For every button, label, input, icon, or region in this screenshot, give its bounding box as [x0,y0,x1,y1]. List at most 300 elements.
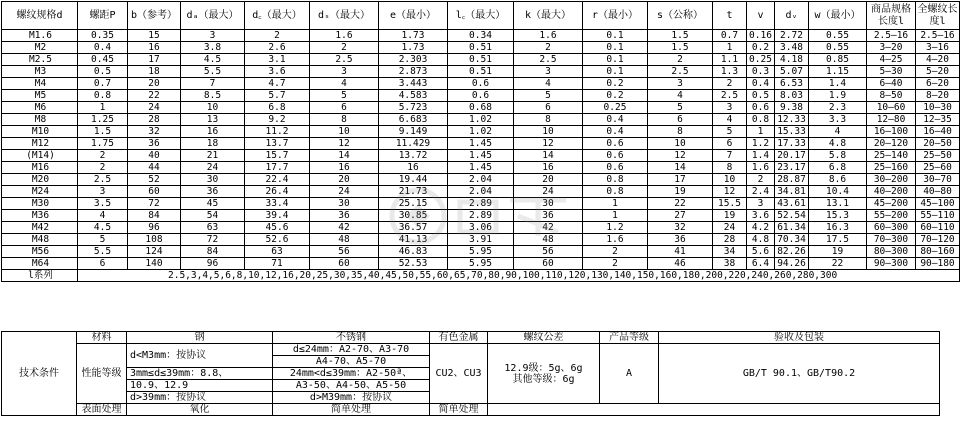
table-cell: 5.07 [775,66,809,78]
table-cell: 12—80 [867,114,916,126]
table-cell: 48 [310,234,379,246]
table-cell: 21.73 [379,186,448,198]
stainless-grade-4: A3-50、A4-50、A5-50 [273,380,430,392]
table-cell: 4.5 [181,54,245,66]
table-cell: 12—35 [916,114,960,126]
table-cell: 32 [128,126,181,138]
table-cell: 60—110 [916,222,960,234]
table-cell: 0.35 [78,30,128,42]
table-cell: 0.25 [747,54,775,66]
table-cell: 4.18 [775,54,809,66]
table-cell: 26.4 [245,186,310,198]
table-cell: 14 [310,150,379,162]
table-cell: 10.4 [809,186,867,198]
table-cell: 124 [128,246,181,258]
table-cell: 7 [713,150,747,162]
table-cell: 0.68 [448,102,514,114]
table-cell: 90—300 [867,258,916,270]
thread-spec-cell: M10 [2,126,78,138]
table-cell: 16 [379,162,448,174]
table-row [2,234,960,246]
table-cell: 30 [310,198,379,210]
table-cell: 6.683 [379,114,448,126]
thread-tolerance-header: 螺纹公差 [488,332,600,344]
table-cell: 2 [583,246,648,258]
table-cell: 36 [310,210,379,222]
table-cell: 4.8 [809,138,867,150]
table-cell: 3.6 [747,210,775,222]
table-cell: 25—160 [867,162,916,174]
table-cell: 4.5 [78,222,128,234]
table-cell: 60—300 [867,222,916,234]
table-cell: 2.3 [809,102,867,114]
table-cell: 23.17 [775,162,809,174]
table-cell: 9.38 [775,102,809,114]
table-cell: 6 [514,102,583,114]
column-header: w（最小） [809,2,867,30]
performance-grade-label: 性能等级 [77,344,127,404]
table-cell: 36 [128,138,181,150]
table-cell: 24 [310,186,379,198]
table-cell: 12 [514,138,583,150]
table-cell: 16—100 [867,126,916,138]
table-row [2,150,960,162]
table-cell: 52.53 [379,258,448,270]
table-cell: 15 [128,30,181,42]
table-cell: 10 [181,102,245,114]
table-cell: 20 [514,174,583,186]
steel-grade-1: d<M3mm：按协议 [127,344,273,368]
table-cell: 1.75 [78,138,128,150]
thread-spec-cell: M8 [2,114,78,126]
table-cell: 108 [128,234,181,246]
table-cell: 71 [245,258,310,270]
surface-blank [488,404,940,416]
table-cell: 33.4 [245,198,310,210]
table-cell: 2.72 [775,30,809,42]
thread-spec-cell: M2.5 [2,54,78,66]
thread-spec-cell: M3 [2,66,78,78]
table-cell: 1.3 [713,66,747,78]
table-cell: 8—50 [867,90,916,102]
thread-spec-cell: (M14) [2,150,78,162]
table-row [2,222,960,234]
thread-spec-cell: M2 [2,42,78,54]
table-cell: 36 [648,234,713,246]
column-header: 螺纹规格d [2,2,78,30]
table-cell: 25—140 [867,150,916,162]
column-header: 全螺纹长度l [916,2,960,30]
table-cell: 17 [648,174,713,186]
column-header: l꜀（最大） [448,2,514,30]
column-header: b（参考） [128,2,181,30]
table-cell: 84 [128,210,181,222]
table-cell: 5.6 [747,246,775,258]
table-cell: 3.443 [379,78,448,90]
tolerance-line-1: 12.9级：5g、6g [504,362,583,374]
table-cell: 80—160 [916,246,960,258]
table-cell: 1 [78,102,128,114]
thread-spec-cell: M12 [2,138,78,150]
table-cell: 25—60 [916,162,960,174]
table-cell: 4 [648,90,713,102]
column-header: dₛ（最大） [310,2,379,30]
table-cell: 0.1 [583,54,648,66]
table-cell: 44 [128,162,181,174]
table-cell: 16 [181,126,245,138]
thread-spec-cell: M4 [2,78,78,90]
thread-spec-cell: M1.6 [2,30,78,42]
table-cell: 60 [128,186,181,198]
steel-grade-3: 10.9、12.9 [127,380,273,392]
table-cell: 2 [78,150,128,162]
table-cell: 32 [648,222,713,234]
table-row [2,198,960,210]
table-cell: 2.89 [448,198,514,210]
table-cell: 19 [713,210,747,222]
header-row [2,2,960,30]
table-cell: 60 [514,258,583,270]
table-cell: 3.6 [245,66,310,78]
table-cell: 2.303 [379,54,448,66]
table-cell: 0.4 [78,42,128,54]
table-cell: 1 [583,210,648,222]
table-cell: 48 [514,234,583,246]
table-cell: 0.55 [809,30,867,42]
steel-surface: 氧化 [127,404,273,416]
table-cell: 55—110 [916,210,960,222]
table-cell: 17.33 [775,138,809,150]
table-cell: 9.2 [245,114,310,126]
table-cell: 12.33 [775,114,809,126]
tech-conditions-title: 技术条件 [2,332,77,416]
table-cell: 3 [181,30,245,42]
table-cell: 3.1 [245,54,310,66]
table-cell: 2 [514,42,583,54]
table-cell: 5.95 [448,246,514,258]
table-cell: 36 [181,186,245,198]
table-cell: 2.5 [648,66,713,78]
table-cell: 3.91 [448,234,514,246]
table-cell: 22.4 [245,174,310,186]
table-cell: 28 [128,114,181,126]
table-cell: 40 [128,150,181,162]
length-series-row [2,270,960,282]
table-cell: 36.57 [379,222,448,234]
table-cell: 19.44 [379,174,448,186]
table-cell: 7 [181,78,245,90]
table-cell: 8 [648,126,713,138]
table-cell: 25—50 [916,150,960,162]
product-grade-value: A [600,344,659,404]
table-cell: 10 [514,126,583,138]
table-cell: 70—120 [916,234,960,246]
table-cell: 3.5 [78,198,128,210]
table-cell: 0.1 [583,30,648,42]
table-cell: 4.583 [379,90,448,102]
table-cell: 0.34 [448,30,514,42]
table-cell: 140 [128,258,181,270]
table-cell: 0.51 [448,54,514,66]
table-cell: 4.2 [747,222,775,234]
table-cell: 16.3 [809,222,867,234]
table-row [2,210,960,222]
table-cell: 43.61 [775,198,809,210]
thread-spec-cell: M24 [2,186,78,198]
table-cell: 10—30 [916,102,960,114]
table-cell: 70.34 [775,234,809,246]
table-cell: 5 [713,126,747,138]
column-header: dₐ（最大） [181,2,245,30]
thread-spec-cell: M42 [2,222,78,234]
table-cell: 16—40 [916,126,960,138]
table-cell: 46 [648,258,713,270]
column-header: t [713,2,747,30]
table-cell: 2.6 [245,42,310,54]
table-cell: 19 [648,186,713,198]
table-cell: 2.5 [78,174,128,186]
table-cell: 1.15 [809,66,867,78]
table-cell: 24 [181,162,245,174]
table-row [2,102,960,114]
table-cell: 52.54 [775,210,809,222]
table-cell: 30 [514,198,583,210]
table-cell: 2 [713,78,747,90]
table-cell: 55—200 [867,210,916,222]
table-cell: 9.149 [379,126,448,138]
table-cell: 1.6 [514,30,583,42]
table-cell: 1.6 [310,30,379,42]
dimension-table [1,1,960,282]
table-cell: 2 [583,258,648,270]
table-cell: 56 [310,246,379,258]
table-cell: 1.2 [747,138,775,150]
table-cell: 2 [310,42,379,54]
table-cell: 3.48 [775,42,809,54]
thread-spec-cell: M64 [2,258,78,270]
thread-spec-cell: M36 [2,210,78,222]
thread-spec-cell: M6 [2,102,78,114]
table-cell: 1.2 [583,222,648,234]
table-cell: 0.4 [747,78,775,90]
table-cell: 22 [128,90,181,102]
table-cell: 61.34 [775,222,809,234]
table-cell: 28 [713,234,747,246]
table-cell: 3 [648,78,713,90]
table-cell: 3.3 [809,114,867,126]
table-cell: 2 [78,162,128,174]
table-cell: 0.6 [448,90,514,102]
table-cell: 4 [713,114,747,126]
table-cell: 60 [310,258,379,270]
table-cell: 22 [809,258,867,270]
table-cell: 3 [713,102,747,114]
table-cell: 18 [181,138,245,150]
table-cell: 10 [310,126,379,138]
table-cell: 6 [310,102,379,114]
table-cell: 0.5 [78,66,128,78]
table-cell: 2.04 [448,174,514,186]
table-row [2,54,960,66]
table-cell: 90—180 [916,258,960,270]
table-row [2,126,960,138]
table-cell: 6—20 [916,78,960,90]
table-cell: 24 [713,222,747,234]
table-cell: 13.1 [809,198,867,210]
table-cell: 2.5—16 [867,30,916,42]
table-cell: 0.51 [448,42,514,54]
table-cell: 13 [181,114,245,126]
table-cell: 1.45 [448,150,514,162]
table-cell: 4 [514,78,583,90]
table-cell: 52.6 [245,234,310,246]
table-cell: 0.2 [583,78,648,90]
table-cell: 2 [648,54,713,66]
table-cell: 4 [809,126,867,138]
table-cell: 6 [78,258,128,270]
column-header: 螺距P [78,2,128,30]
table-cell: 27 [648,210,713,222]
stainless-grade-1: d≤24mm：A2-70、A3-70 [273,344,430,356]
table-row [2,174,960,186]
table-cell: 8.03 [775,90,809,102]
table-cell: 3.8 [181,42,245,54]
table-cell: 1.45 [448,162,514,174]
table-cell: 1.6 [747,162,775,174]
table-cell: 21 [181,150,245,162]
table-cell: 19 [809,246,867,258]
table-cell: 28.87 [775,174,809,186]
table-cell: 80—300 [867,246,916,258]
table-cell: 40—80 [916,186,960,198]
steel-header: 钢 [127,332,273,344]
thread-spec-cell: M20 [2,174,78,186]
thread-spec-cell: M5 [2,90,78,102]
table-cell: 5.723 [379,102,448,114]
table-cell: 96 [181,258,245,270]
table-cell: 96 [128,222,181,234]
table-cell: 0.45 [78,54,128,66]
table-cell: 0.51 [448,66,514,78]
table-cell: 0.2 [747,42,775,54]
table-cell: 11.2 [245,126,310,138]
table-cell: 14 [514,150,583,162]
acceptance-value: GB/T 90.1、GB/T90.2 [659,344,940,404]
table-row [2,162,960,174]
table-cell: 3—20 [867,42,916,54]
table-cell: 12 [648,150,713,162]
column-header: r（最小） [583,2,648,30]
table-cell: 1.5 [78,126,128,138]
steel-grade-2: 3mm≤d≤39mm：8.8、 [127,368,273,380]
table-cell: 45—200 [867,198,916,210]
table-cell: 1.02 [448,114,514,126]
table-cell: 2.89 [448,210,514,222]
material-label: 材料 [77,332,127,344]
table-cell: 6.8 [245,102,310,114]
table-cell: 1.6 [583,234,648,246]
table-cell: 54 [181,210,245,222]
table-cell: 5.95 [448,258,514,270]
nonferrous-surface: 简单处理 [430,404,488,416]
table-cell: 15.7 [245,150,310,162]
table-cell: 45—100 [916,198,960,210]
table-cell: 45.6 [245,222,310,234]
table-cell: 39.4 [245,210,310,222]
table-cell: 30.85 [379,210,448,222]
table-cell: 2 [245,30,310,42]
table-cell: 0.6 [583,162,648,174]
stainless-grade-2: A4-70、A5-70 [273,356,430,368]
table-cell: 13.72 [379,150,448,162]
table-row [2,66,960,78]
table-cell: 14 [648,162,713,174]
table-cell: 5.7 [245,90,310,102]
table-cell: 63 [181,222,245,234]
column-header: dᵥ [775,2,809,30]
table-cell: 0.7 [713,30,747,42]
table-cell: 2 [747,174,775,186]
nonferrous-header: 有色金属 [430,332,488,344]
table-cell: 0.1 [583,66,648,78]
table-cell: 0.8 [747,114,775,126]
table-row [2,114,960,126]
table-cell: 6.53 [775,78,809,90]
table-row [2,186,960,198]
table-cell: 18 [128,66,181,78]
table-cell: 63 [245,246,310,258]
table-row [2,78,960,90]
column-header: 商品规格长度l [867,2,916,30]
table-cell: 4—20 [916,54,960,66]
table-cell: 17.5 [809,234,867,246]
table-cell: 8—20 [916,90,960,102]
table-cell: 8 [514,114,583,126]
table-cell: 4—25 [867,54,916,66]
table-cell: 3 [747,198,775,210]
table-cell: 5.5 [78,246,128,258]
table-cell: 0.6 [583,138,648,150]
table-cell: 0.25 [583,102,648,114]
table-cell: 24 [128,102,181,114]
table-cell: 45 [181,198,245,210]
table-cell: 25.15 [379,198,448,210]
table-cell: 1.1 [713,54,747,66]
table-cell: 12 [310,138,379,150]
column-header: s（公称） [648,2,713,30]
table-cell: 12 [713,186,747,198]
table-cell: 0.6 [747,102,775,114]
nonferrous-grade: CU2、CU3 [430,344,488,404]
thread-spec-cell: M48 [2,234,78,246]
table-cell: 2.873 [379,66,448,78]
column-header: k（最大） [514,2,583,30]
table-cell: 20—120 [867,138,916,150]
table-cell: 0.2 [583,90,648,102]
table-cell: 6—40 [867,78,916,90]
table-cell: 13.7 [245,138,310,150]
table-cell: 84 [181,246,245,258]
acceptance-header: 验收及包装 [659,332,940,344]
table-cell: 0.6 [583,150,648,162]
table-cell: 8.6 [809,174,867,186]
thread-spec-cell: M30 [2,198,78,210]
table-cell: 15.5 [713,198,747,210]
table-cell: 15.3 [809,210,867,222]
table-row [2,90,960,102]
table-cell: 16 [310,162,379,174]
table-cell: 16 [128,42,181,54]
